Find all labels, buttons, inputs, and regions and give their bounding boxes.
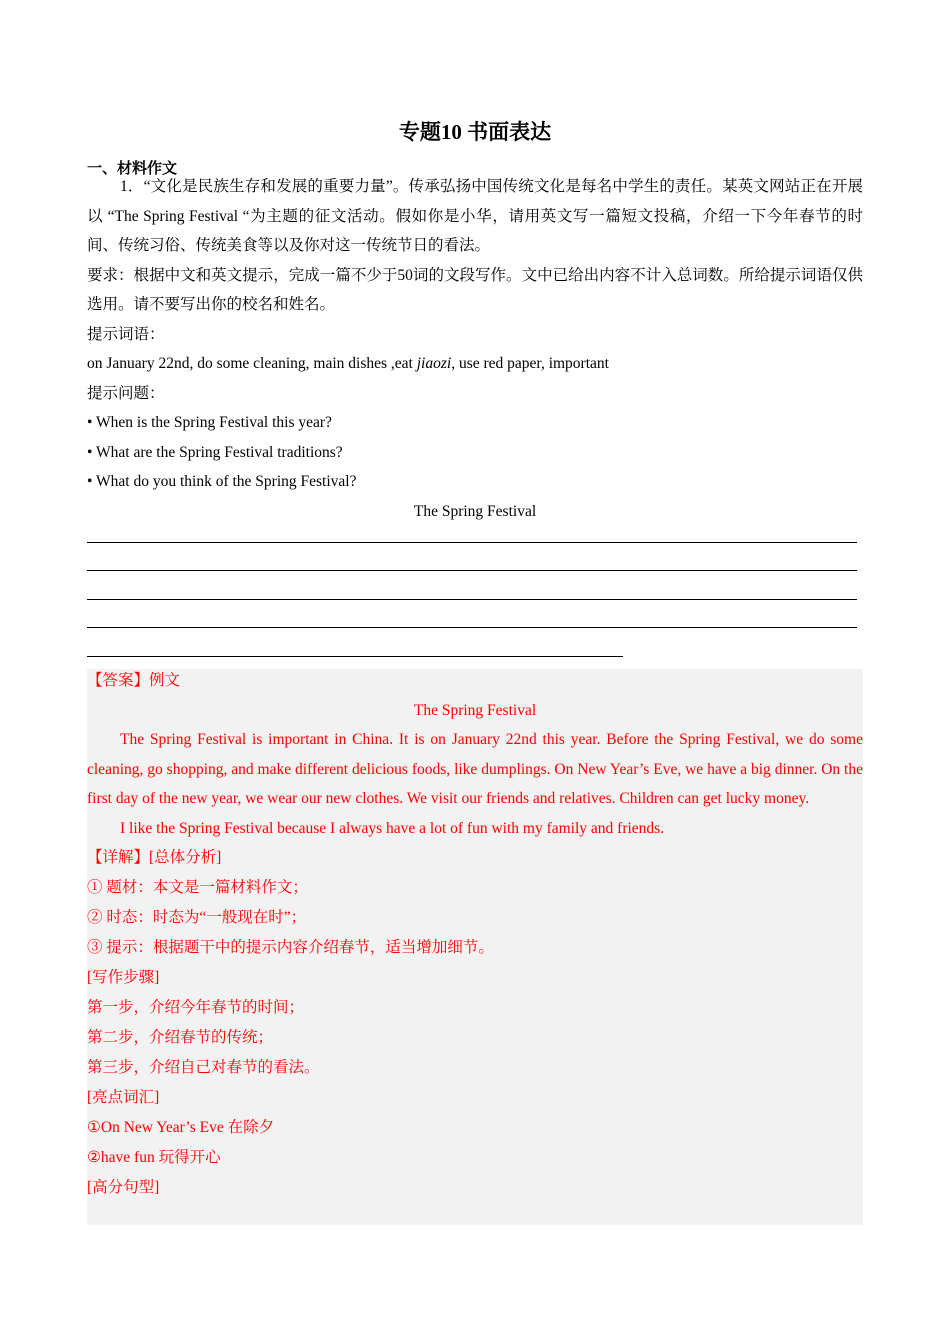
hint-words-part: , use red paper, important [451,355,609,372]
detail-line: ① 题材：本文是一篇材料作文； [87,879,308,896]
question-prompt: 1．“文化是民族生存和发展的重要力量”。传承弘扬中国传统文化是每名中学生的责任。某英文网站正在开展以 “The Spring Festival “为主题的征文活动。假如你是小华，请用英文写一篇短文投稿，介绍一下今年春节的时间、传统习俗、传统美食等以及你对这一传统节日的看法。 [87,178,863,254]
hint-words-label: 提示词语： [87,325,165,343]
page-title: 专题10 书面表达 [398,120,552,144]
detail-line: ②have fun 玩得开心 [87,1149,221,1166]
detail-line: ③ 提示：根据题干中的提示内容介绍春节，适当增加细节。 [87,939,494,956]
hint-words [87,349,863,379]
answer-essay-title: The Spring Festival [413,701,537,719]
hint-question: • What are the Spring Festival traditions? [87,443,343,461]
essay-title: The Spring Festival [413,502,537,520]
detail-line: ①On New Year’s Eve 在除夕 [87,1119,275,1136]
detail-line: [高分句型] [87,1179,160,1196]
hint-question: • What do you think of the Spring Festival? [87,473,357,490]
detail-line: [写作步骤] [87,969,160,986]
answer-detail [87,843,863,1203]
hint-questions-label: 提示问题： [87,384,165,402]
answer-label: 【答案】例文 [87,672,181,689]
question-requirements: 要求：根据中文和英文提示，完成一篇不少于50词的文段写作。文中已给出内容不计入总词数。所给提示词语仅供选用。请不要写出你的校名和姓名。 [87,266,863,313]
section-heading: 一、材料作文 [87,161,178,177]
hint-question: • When is the Spring Festival this year? [87,414,332,431]
detail-line: [亮点词汇] [87,1089,160,1106]
detail-line: 第二步，介绍春节的传统； [87,1029,274,1046]
writing-line [87,628,857,657]
writing-line [87,571,857,600]
detail-line: ② 时态：时态为“一般现在时”； [87,909,307,926]
detail-line: 【详解】[总体分析] [87,849,222,866]
detail-line: 第一步，介绍今年春节的时间； [87,999,305,1016]
writing-line [87,514,857,543]
writing-line [87,543,857,572]
question-block [87,172,863,526]
writing-lines [87,514,857,657]
hint-words-italic: jiaozi [416,355,452,372]
detail-line: 第三步，介绍自己对春节的看法。 [87,1059,320,1076]
answer-block [87,666,863,1203]
hint-words-part: on January 22nd, do some cleaning, main dishes ,eat [87,355,417,372]
answer-paragraph: I like the Spring Festival because I always have a lot of fun with my family and friends. [120,819,665,837]
writing-line [87,600,857,629]
answer-paragraph: The Spring Festival is important in China. It is on January 22nd this year. Before the Spring Festival, we do some cleaning, go shopping, and make different delicious foods, like dumplings. On New Year’s Eve, we have a big dinner. On the first day of the new year, we wear our new clothes. We visit our friends and relatives. Children can get lucky money. [87,731,863,807]
